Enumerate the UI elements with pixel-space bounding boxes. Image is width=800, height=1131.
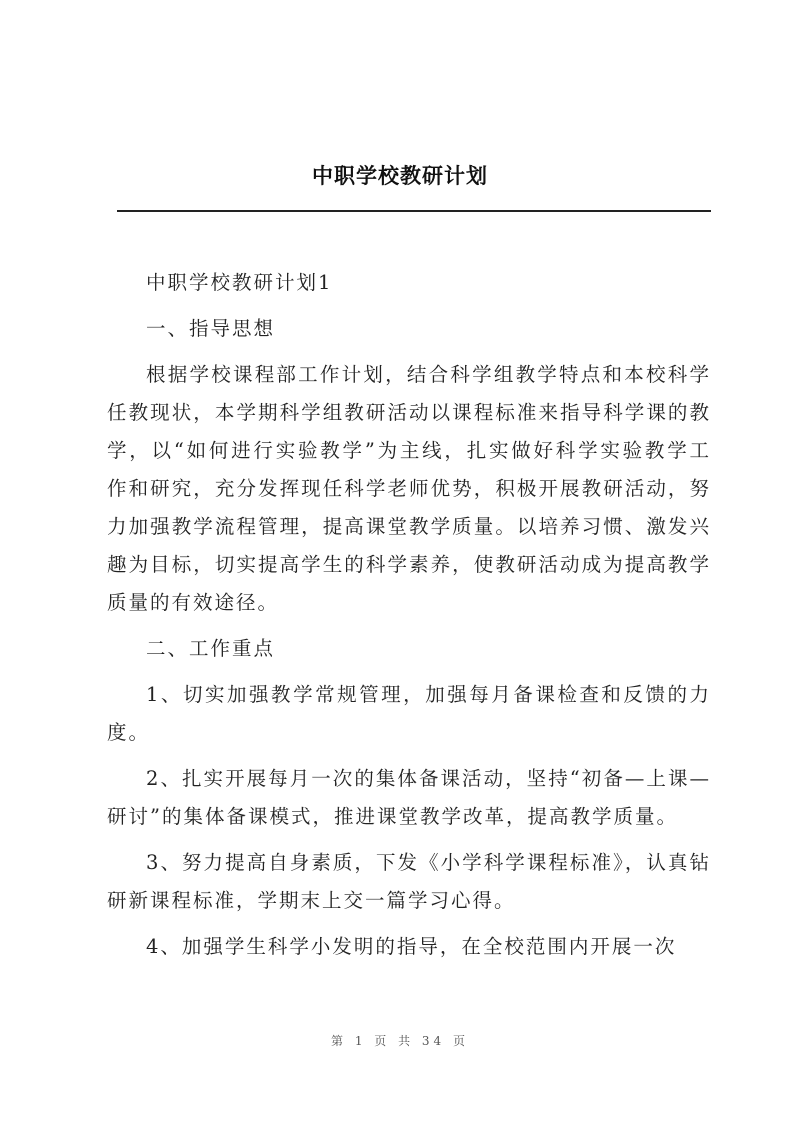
paragraph-heading: 中职学校教研计划1 [146,271,333,294]
document-body [107,264,711,974]
paragraph: 3、努力提高自身素质，下发《小学科学课程标准》，认真钻研新课程标准，学期末上交一篇学习心得。 [107,851,711,912]
section-heading-guiding-thought: 一、指导思想 [146,317,276,340]
page-number-footer: 第 1 页 共 34 页 [331,1034,469,1048]
title-divider [117,210,711,212]
paragraph: 2、扎实开展每月一次的集体备课活动，坚持“初备—上课—研讨”的集体备课模式，推进课堂教学改革，提高教学质量。 [107,767,711,828]
paragraph: 1、切实加强教学常规管理，加强每月备课检查和反馈的力度。 [107,683,711,744]
section-heading-work-focus: 二、工作重点 [146,637,276,660]
paragraph: 4、加强学生科学小发明的指导，在全校范围内开展一次 [146,935,677,958]
document-title: 中职学校教研计划 [312,163,488,188]
paragraph: 根据学校课程部工作计划，结合科学组教学特点和本校科学任教现状，本学期科学组教研活动以课程标准来指导科学课的教学，以“如何进行实验教学”为主线，扎实做好科学实验教学工作和研究，充分发挥现任科学老师优势，积极开展教研活动，努力加强教学流程管理，提高课堂教学质量。以培养习惯、激发兴趣为目标，切实提高学生的科学素养，使教研活动成为提高教学质量的有效途径。 [107,363,711,614]
